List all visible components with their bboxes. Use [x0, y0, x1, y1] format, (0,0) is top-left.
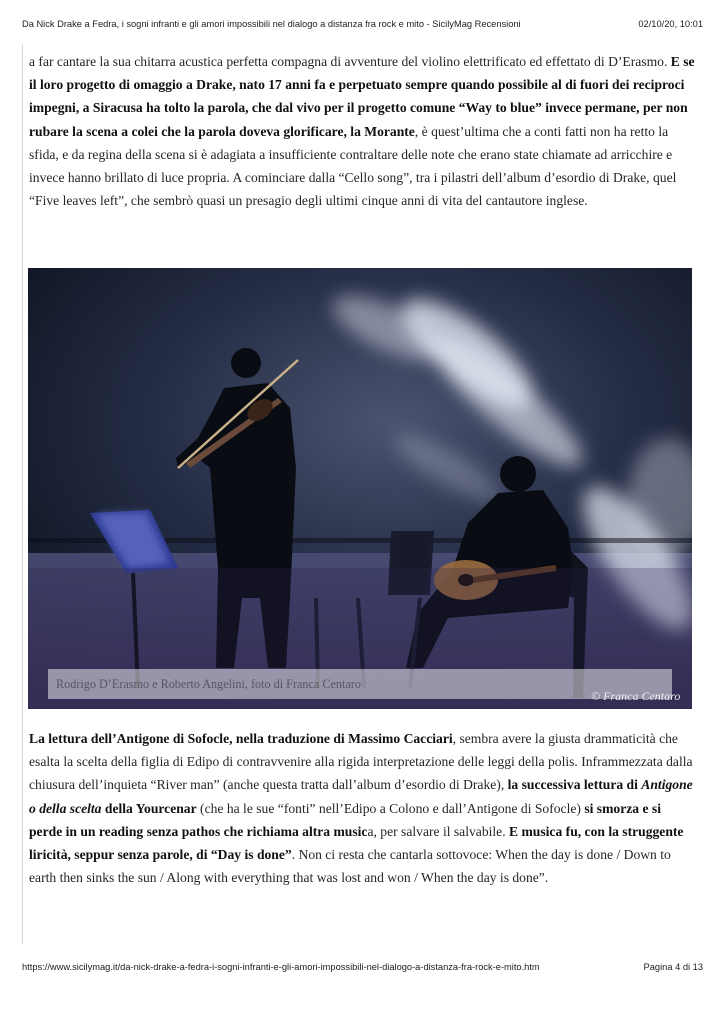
- paragraph-bold-text: E musica fu, con la struggente liricità, seppur senza parole, di “Day is done”: [29, 823, 684, 863]
- page-number: Pagina 4 di 13: [643, 962, 703, 972]
- paragraph-text: , è quest’ultima che a conti fatti non ha retto la sfida, e da regina della scena si è adagiata a insufficiente contraltare delle note che erano state chiamate ad arricchire e invece hanno brillato di luce propria. A cominciare dalla “Cello song”, tra i pilastri dell’album d’esordio di Drake, quel “Five leaves left”, che sembrò quasi un presagio degli ultimi cinque anni di vita del cantautore inglese.: [29, 123, 677, 209]
- paragraph-bold-text: della Yourcenar: [101, 800, 197, 816]
- page-url: https://www.sicilymag.it/da-nick-drake-a-fedra-i-sogni-infranti-e-gli-amori-impossibili-nel-dialogo-a-distanza-fra-rock-e-mito.htm: [22, 962, 540, 972]
- paragraph-text: a far cantare la sua chitarra acustica perfetta compagna di avventure del violino elettrificato ed effettato di D’Erasmo.: [29, 54, 671, 69]
- paragraph-bold-text: si smorza e si perde in un reading senza pathos che richiama altra music: [29, 800, 661, 839]
- print-footer: [22, 962, 703, 972]
- article-paragraph: [29, 50, 697, 212]
- print-header: [22, 19, 703, 29]
- paragraph-text: , sembra avere la giusta drammaticità che esalta la scelta della figlia di Edipo di contravvenire alla rigida interpretazione delle leggi della polis. Inframmezzata dalla chiusura dell’inquieta “River man” (anche questa tratta dall’album d’esordio di Drake),: [29, 731, 693, 793]
- concert-photo-image: [28, 268, 692, 709]
- paragraph-bold-text: La lettura dell’Antigone di Sofocle, nella traduzione di Massimo Cacciari: [29, 731, 453, 746]
- paragraph-text: a, per salvare il salvabile.: [367, 823, 510, 839]
- content-left-rule: [22, 44, 23, 944]
- page-title: Da Nick Drake a Fedra, i sogni infranti e gli amori impossibili nel dialogo a distanza fra rock e mito - SicilyMag Recensioni: [22, 19, 521, 29]
- book-title: Antigone o della scelta: [29, 777, 693, 816]
- photo-credit: © Franca Centaro: [591, 689, 681, 703]
- article-paragraph: [29, 727, 697, 889]
- paragraph-text: (che ha le sue “fonti” nell’Edipo a Colono e dall’Antigone di Sofocle): [196, 800, 585, 816]
- paragraph-bold-text: la successiva lettura di: [507, 777, 642, 793]
- paragraph-text: . Non ci resta che cantarla sottovoce: When the day is done / Down to earth then sinks the sun / Along with everything that was lost and won / When the day is done”.: [29, 847, 671, 886]
- paragraph-bold-text: E se il loro progetto di omaggio a Drake, nato 17 anni fa e perpetuato sempre quando possibile al di fuori dei reciproci impegni, a Siracusa ha tolto la parola, che dal vivo per il progetto comune “Way to blue” invece permane, per non rubare la scena a colei che la parola doveva glorificare, la Morante: [29, 54, 695, 139]
- concert-photo: [28, 268, 692, 709]
- photo-caption: Rodrigo D’Erasmo e Roberto Angelini, foto di Franca Centaro: [48, 669, 672, 699]
- print-datetime: 02/10/20, 10:01: [638, 19, 703, 29]
